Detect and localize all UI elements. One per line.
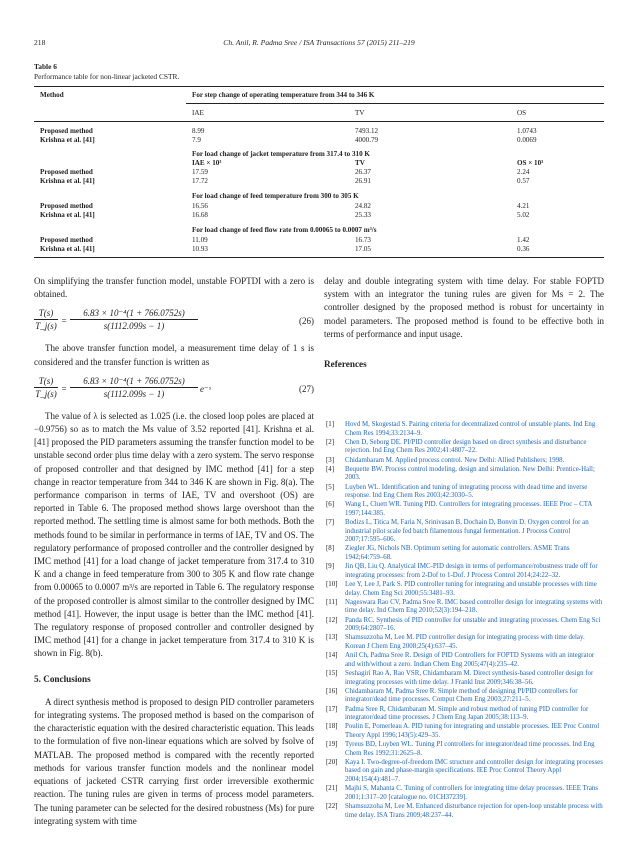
equation-27 <box>34 375 314 405</box>
reference-text[interactable]: Bodizs L, Titica M, Faria N, Srinivasan B, Dochain D, Bonvin D. Oxygen control for an industrial pilot scale fed batch filamentous fungal fermentation. J Process Control 2007;17:595–606. <box>345 519 589 544</box>
col-header-method: Method <box>40 91 64 99</box>
equals-sign: = <box>61 383 68 394</box>
table-top-rule <box>34 86 604 87</box>
reference-text[interactable]: Ziegler JG, Nichols NB. Optimum setting for automatic controllers. ASME Trans 1942;64:759–68. <box>345 545 570 562</box>
table-row-method: Krishna et al. [41] <box>40 177 95 185</box>
reference-text[interactable]: Padma Sree R, Chidambaram M. Simple and robust method of tuning PID controller for integrator/dead time processes. J Chem Eng Japan 2005;38:113–9. <box>345 705 589 722</box>
page-number: 218 <box>34 38 46 47</box>
table-cell-os: 0.0069 <box>517 136 537 144</box>
reference-number: [2] <box>326 438 335 446</box>
reference-item[interactable] <box>326 652 604 669</box>
table-row-method: Proposed method <box>40 202 93 210</box>
eq27-exp: e⁻ˢ <box>200 383 211 394</box>
table-cell-iae: 10.93 <box>192 245 208 253</box>
reference-text[interactable]: Poulin E, Pomerleau A. PID tuning for integrating and unstable processes. IEE Proc Control Theory Appl 1996;143(5):429–35. <box>345 723 600 739</box>
table-cell-tv: 26.91 <box>355 177 371 185</box>
table-row-method <box>40 136 95 144</box>
table-cell-os: 5.02 <box>517 211 530 219</box>
reference-text[interactable]: Chen D, Seborg DE. PI/PID controller design based on direct synthesis and disturbance rejection. Ind Eng Chem Res 2002;41:4807–22. <box>345 438 587 455</box>
sub-header-iae: IAE <box>192 109 204 117</box>
references-heading: References <box>324 359 367 370</box>
reference-item[interactable] <box>326 670 604 687</box>
reference-text[interactable]: Bequette BW. Process control modeling, design and simulation. New Delhi: Prentice-Hall; 2003. <box>345 465 595 482</box>
group-header-os: OS × 10³ <box>517 159 544 167</box>
table-cell-iae: 11.09 <box>192 236 208 244</box>
table-row-method: Krishna et al. [41] <box>40 211 95 219</box>
reference-text[interactable]: Lee Y, Lee J, Park S. PID controller tuning for integrating and unstable processes with time delay. Chem Eng Sci 2000;55:3481–93. <box>345 581 597 597</box>
left-column <box>34 275 314 828</box>
reference-item[interactable] <box>326 741 604 758</box>
reference-item[interactable] <box>326 501 604 518</box>
reference-text[interactable]: Hovd M, Skogestad S. Pairing criteria for decentralized control of unstable plants. Ind Eng Chem Res 1994;33:2134–9. <box>345 421 596 437</box>
equals-sign: = <box>61 316 68 327</box>
table-cell-tv: 4000.79 <box>355 136 379 144</box>
reference-number: [12] <box>326 616 338 624</box>
table-label: Table 6 <box>34 62 57 71</box>
paragraph: A direct synthesis method is proposed to design PID controller parameters for integrating systems. The proposed method is based on the comparison of the characteristic equation with the desired characteristic equation. This leads to the formulation of five non-linear equations which are solved by fsolve of MATLAB. The proposed method is compared with the recently reported methods for various transfer function models and the nonlinear model equations of jacketed CSTR carrying first order irreversible exothermic reaction. The tuning rules are given in terms of process model parameters. The tuning parameter can be selected for the desired robustness (Ms) for pure integrating system with time <box>34 696 314 826</box>
journal-citation: Ch. Anil, R. Padma Sree / ISA Transactions 57 (2015) 211–219 <box>223 38 415 47</box>
table-cell-iae: 17.59 <box>192 168 208 176</box>
reference-number: [21] <box>326 785 338 793</box>
table-cell-os: 0.57 <box>517 177 530 185</box>
eq26-lhs <box>34 307 58 332</box>
reference-number: [13] <box>326 634 338 642</box>
paragraph: delay and double integrating system with time delay. For stable FOPTD system with an integrator the tuning rules are given for Ms = 2. The controller designed by the proposed method is robust for uncertainty in model parameters. The proposed method is found to be effective both in terms of performance and input usage. <box>324 276 604 339</box>
reference-item[interactable] <box>326 581 604 598</box>
reference-number: [20] <box>326 758 338 766</box>
eq26-rhs <box>70 307 198 332</box>
reference-number: [22] <box>326 803 338 810</box>
reference-number: [18] <box>326 723 338 731</box>
reference-number: [7] <box>326 519 335 527</box>
reference-text[interactable]: Panda RC. Synthesis of PID controller for unstable and integrating processes. Chem Eng Sci 2009;64:2807–16. <box>345 616 601 633</box>
reference-number: [9] <box>326 563 335 571</box>
reference-item[interactable] <box>326 484 604 501</box>
table-cell-iae: 16.56 <box>192 202 208 210</box>
eq27-den: s(1112.099s − 1) <box>103 388 165 399</box>
reference-item[interactable] <box>326 439 604 456</box>
reference-item[interactable] <box>326 617 604 634</box>
reference-item[interactable] <box>326 785 604 802</box>
eq26-lhs-den: T_j(s) <box>35 321 57 332</box>
table-caption-text: Performance table for non-linear jacketed CSTR. <box>34 72 180 81</box>
reference-number: [14] <box>326 652 338 660</box>
group-title: For load change of feed temperature from 300 to 305 K <box>192 192 359 200</box>
reference-number: [10] <box>326 581 338 589</box>
reference-number: [3] <box>326 456 335 464</box>
reference-item[interactable] <box>326 457 604 466</box>
reference-item[interactable] <box>326 519 604 545</box>
eq27-lhs-num: T(s) <box>34 375 58 388</box>
reference-number: [19] <box>326 741 338 749</box>
reference-text[interactable]: Shamsuzzoha M, Lee M. PID controller design for integrating process with time delay. Korean J Chem Eng 2008;25(4):637–45. <box>345 634 585 650</box>
reference-item[interactable] <box>326 706 604 723</box>
group-title: For load change of jacket temperature from 317.4 to 310 K <box>192 150 370 158</box>
reference-text[interactable]: Wang L, Cluett WR. Tuning PID. Controllers for integrating processes. IEEE Proc – CTA 1997;144:385. <box>345 501 592 517</box>
reference-number: [1] <box>326 421 335 428</box>
table-cell-tv: 25.33 <box>355 211 371 219</box>
reference-item[interactable] <box>326 723 604 740</box>
eq27-num: 6.83 × 10⁻⁴(1 + 766.0752s) <box>70 375 198 388</box>
reference-item[interactable] <box>326 759 604 785</box>
reference-item[interactable] <box>326 634 604 651</box>
eq26-num: 6.83 × 10⁻⁴(1 + 766.0752s) <box>70 307 198 320</box>
reference-item[interactable] <box>326 421 604 438</box>
eq26-den: s(1112.099s − 1) <box>103 321 165 332</box>
reference-item[interactable] <box>326 688 604 705</box>
table-cell-iae: 8.99 <box>192 127 205 135</box>
reference-item[interactable] <box>326 466 604 483</box>
table-cell-os: 2.24 <box>517 168 530 176</box>
table-cell-iae: 16.68 <box>192 211 208 219</box>
group-header-rule <box>186 103 604 104</box>
eq27-lhs <box>34 375 58 400</box>
table-cell-tv: 16.73 <box>355 236 371 244</box>
table-row-method: Proposed method <box>40 236 93 244</box>
sub-header-os: OS <box>517 109 527 117</box>
running-header <box>34 38 604 52</box>
group-header-tv: TV <box>355 159 365 167</box>
reference-item[interactable] <box>326 545 604 562</box>
reference-item[interactable] <box>326 599 604 616</box>
reference-text[interactable]: Anil Ch, Padma Sree R. Design of PID Controllers for FOPTD Systems with an integrator and with/without a zero. Indian Chem Eng 2005;47(4):235–42. <box>345 652 595 668</box>
reference-item[interactable] <box>326 563 604 580</box>
reference-text[interactable]: Tyreus BD, Luyben WL. Tuning PI controllers for integrator/dead time processes. Ind Eng Chem Res 1992;31:2625–8. <box>345 741 595 757</box>
method-name: Krishna et al. [41] <box>40 136 95 144</box>
reference-item[interactable] <box>326 803 604 820</box>
eq26-lhs-num: T(s) <box>34 307 58 320</box>
paragraph: On simplifying the transfer function model, unstable FOPTDI with a zero is obtained. <box>34 276 314 300</box>
table-caption <box>34 62 179 82</box>
group-header-iae: IAE × 10³ <box>192 159 222 167</box>
table-cell-tv: 17.05 <box>355 245 371 253</box>
table-bottom-rule <box>34 257 604 258</box>
sub-header-tv: TV <box>355 109 365 117</box>
table-cell-tv: 24.82 <box>355 202 371 210</box>
reference-text[interactable]: Seshagiri Rao A, Rao VSR, Chidambaram M. Direct synthesis-based controller design for integrating processes with time delay. J Frankl Inst 2009;346:38–56. <box>345 669 594 686</box>
table-cell-tv: 26.37 <box>355 168 371 176</box>
table-cell-os: 0.36 <box>517 245 530 253</box>
reference-text[interactable]: Jin QB, Liu Q. Analytical IMC-PID design in terms of performance/robustness trade off for integrating processes: from 2-Dof to 1-Dof. J Process Control 2014;24:22–32. <box>345 563 598 579</box>
table-cell-tv: 7493.12 <box>355 127 379 135</box>
reference-number: [11] <box>326 598 338 606</box>
eq27-rhs <box>70 375 198 400</box>
reference-number: [8] <box>326 545 335 553</box>
table-row-method: Proposed method <box>40 127 93 135</box>
reference-text[interactable]: Nageswara Rao CV, Padma Sree R. IMC based controller design for integrating systems with time delay. Ind Chem Eng 2010;52(3):194–218. <box>345 598 603 615</box>
reference-text[interactable]: Luyben WL. Identification and tuning of integrating process with dead time and inverse response. Ind Eng Chem Res 2003;42:3030–5. <box>345 483 588 500</box>
reference-number: [15] <box>326 669 338 677</box>
paragraph: The above transfer function model, a measurement time delay of 1 s is considered and the transfer function is written as <box>34 343 314 367</box>
references-list <box>326 421 604 821</box>
reference-text[interactable]: Chidambaram M. Applied process control. New Delhi: Allied Publishers; 1998. <box>345 456 565 464</box>
table-cell-iae: 17.72 <box>192 177 208 185</box>
reference-text[interactable]: Kaya I. Two-degree-of-freedom IMC structure and controller design for integrating processes based on gain and phase-margin specifications. IEE Proc Control Theory Appl 2004;154(4):481–7. <box>345 758 603 784</box>
table-row-method: Proposed method <box>40 168 93 176</box>
reference-text[interactable]: Chidambaram M, Padma Sree R. Simple method of designing PI/PID controllers for integrator/dead time processes. Comput Chem Eng 2003;27:211–5. <box>345 687 578 704</box>
reference-number: [5] <box>326 483 335 491</box>
paragraph: The value of λ is selected as 1.025 (i.e. the closed loop poles are placed at −0.9756) so as to match the Ms value of 3.52 reported [41]. Krishna et al. [41] proposed the PID parameters assuming the transfer function model to be unstable second order plus time delay with a zero system. The servo response of proposed controller and that designed by IMC method [41] for a step change in reactor temperature from 344 to 346 K are shown in Fig. 8(a). The performance comparison in terms of IAE, TV and overshoot (OS) are reported in Table 6. The proposed method shows large overshoot than the reported method. The settling time is almost same for both methods. Both the methods found to be similar in performance in terms of IAE, TV and OS. The regulatory performance of proposed controller and the controller designed by IMC method [41] for a load change of jacket temperature from 317.4 to 310 K and a change in feed temperature from 300 to 305 K and flow rate change from 0.00065 to 0.0007 m³/s are reported in Table 6. The regulatory response of the proposed controller is almost similar to the controller designed by IMC method [41]. However, the input usage is better than the IMC method [41]. The regulatory response of proposed controller and controller designed by IMC method [41] for a change in jacket temperature from 317.4 to 310 K is shown in Fig. 8(b). <box>34 410 314 659</box>
table-cell-iae: 7.9 <box>192 136 201 144</box>
reference-number: [17] <box>326 705 338 713</box>
eq26-tag: (26) <box>299 316 314 327</box>
header-bottom-rule <box>34 121 604 122</box>
table-cell-os: 4.21 <box>517 202 530 210</box>
equation-26 <box>34 307 314 337</box>
eq27-tag: (27) <box>299 383 314 394</box>
eq27-lhs-den: T_j(s) <box>35 388 57 399</box>
table-cell-os: 1.0743 <box>517 127 537 135</box>
reference-number: [16] <box>326 687 338 695</box>
reference-number: [6] <box>326 501 335 509</box>
right-column <box>324 275 604 381</box>
reference-text[interactable]: Shamsuzzoha M, Lee M. Enhanced disturbance rejection for open-loop unstable process with time delay. ISA Trans 2009;48:237–44. <box>345 803 603 819</box>
table-row-method: Krishna et al. [41] <box>40 245 95 253</box>
reference-text[interactable]: Majhi S, Mahanta C. Tuning of controllers for integrating time delay processes. IEEE Trans 2001;1:317–20 [catalogue no. 01CH37239]. <box>345 785 599 801</box>
group-title: For load change of feed flow rate from 0.00065 to 0.0007 m³/s <box>192 226 377 234</box>
table-cell-os: 1.42 <box>517 236 530 244</box>
section-heading: 5. Conclusions <box>34 673 91 684</box>
col-header-group: For step change of operating temperature from 344 to 346 K <box>192 91 375 99</box>
reference-number: [4] <box>326 465 335 473</box>
